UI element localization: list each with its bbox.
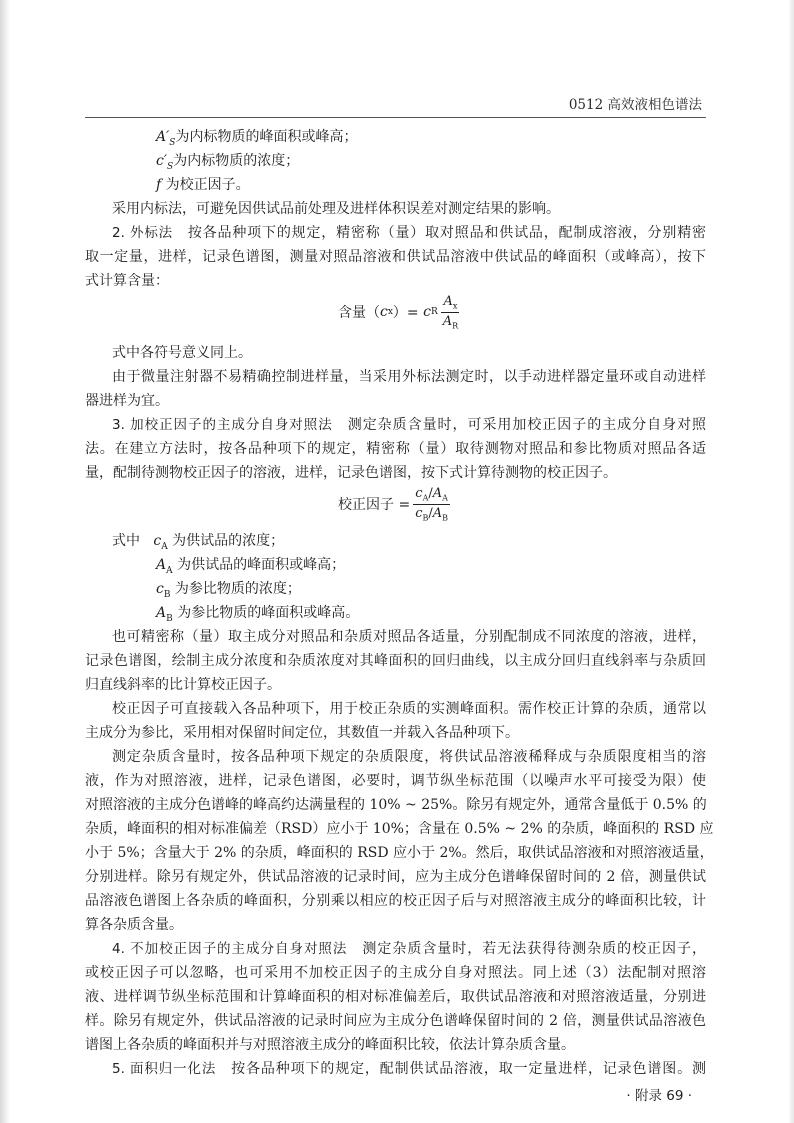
paragraph-impurity-2: 液，作为对照溶液，进样，记录色谱图，必要时，调节纵坐标范围（以噪声水平可接受为限）使 xyxy=(85,773,706,789)
paragraph-cf-2: 主成分为参比，采用相对保留时间定位，其数值一并载入各品种项下。 xyxy=(85,725,519,741)
section-3-heading: 3. 加校正因子的主成分自身对照法 xyxy=(112,417,333,433)
paragraph-symbols-same: 式中各符号意义同上。 xyxy=(112,345,252,361)
formula-content: 含量（ c x ）= c R $\frac{A_x}{A_R}$ xyxy=(338,294,459,331)
definition-f: f 为校正因子。 xyxy=(156,177,250,193)
section-2-line-3: 式计算含量： xyxy=(85,273,169,289)
running-header: 0512 高效液相色谱法 xyxy=(568,97,702,113)
paragraph-also-1: 也可精密称（量）取主成分对照品和杂质对照品各适量，分别配制成不同浓度的溶液，进样， xyxy=(112,629,706,645)
section-4-line-4: 样。除另有规定外，供试品溶液的记录时间应为主成分色谱峰保留时间的 2 倍，测量供试品溶液色 xyxy=(85,1013,706,1029)
section-4-heading: 4. 不加校正因子的主成分自身对照法 xyxy=(112,941,348,957)
section-2-heading: 2. 外标法 xyxy=(112,225,173,241)
where-line-4: $A_B$ 为参比物质的峰面积或峰高。 xyxy=(156,605,360,624)
paragraph-cf-1: 校正因子可直接载入各品种项下，用于校正杂质的实测峰面积。需作校正计算的杂质，通常以 xyxy=(112,701,706,717)
page-number: · 附录 69 · xyxy=(626,1088,692,1104)
paragraph-impurity-1: 测定杂质含量时，按各品种项下规定的杂质限度，将供试品溶液稀释成与杂质限度相当的溶 xyxy=(112,749,706,765)
section-5-heading: 5. 面积归一化法 xyxy=(112,1061,217,1077)
fraction-cf: $\frac{c_A/A_A}{c_B/A_B}$ xyxy=(415,486,449,523)
paragraph-internal-standard: 采用内标法，可避免因供试品前处理及进样体积误差对测定结果的影响。 xyxy=(112,201,560,217)
paragraph-also-2: 记录色谱图，绘制主成分浓度和杂质浓度对其峰面积的回归曲线，以主成分回归直线斜率与杂质回 xyxy=(85,653,706,669)
page-edge-shadow-right xyxy=(788,0,794,1123)
section-4-line-2: 或校正因子可以忽略，也可采用不加校正因子的主成分自身对照法。同上述（3）法配制对照溶 xyxy=(85,965,706,981)
symbol-f: f xyxy=(156,177,166,193)
header-rule xyxy=(85,117,706,118)
paragraph-impurity-7: 品溶液色谱图上各杂质的峰面积，分别乘以相应的校正因子后与对照溶液主成分的峰面积比较，计 xyxy=(85,893,706,909)
symbol-as: $A'_S$ xyxy=(156,129,176,148)
definition-as: $A'_S$为内标物质的峰面积或峰高； xyxy=(156,129,358,148)
paragraph-injection-1: 由于微量注射器不易精确控制进样量，当采用外标法测定时，以手动进样器定量环或自动进样 xyxy=(112,369,706,385)
section-3-line-3: 量，配制待测物校正因子的溶液，进样，记录色谱图，按下式计算待测物的校正因子。 xyxy=(85,465,617,481)
where-line-2: $A_A$ 为供试品的峰面积或峰高； xyxy=(156,557,346,576)
paragraph-impurity-4: 杂质，峰面积的相对标准偏差（RSD）应小于 10%；含量在 0.5% ~ 2% 的杂质，峰面积的 RSD 应 xyxy=(85,821,714,837)
formula-correction-factor: 校正因子 = $\frac{c_A/A_A}{c_B/A_B}$ xyxy=(338,486,449,523)
definition-cs: $c'_S$为内标物质的浓度； xyxy=(156,153,300,172)
paragraph-also-3: 归直线斜率的比计算校正因子。 xyxy=(85,677,281,693)
section-4-line-3: 液、进样调节纵坐标范围和计算峰面积的相对标准偏差后，取供试品溶液和对照溶液适量，分别进 xyxy=(85,989,706,1005)
section-4-line-1: 4. 不加校正因子的主成分自身对照法 测定杂质含量时，若无法获得待测杂质的校正因子， xyxy=(112,941,707,957)
where-line-1: 式中 $c_A$ 为供试品的浓度； xyxy=(112,533,285,552)
paragraph-impurity-8: 算各杂质含量。 xyxy=(85,917,183,933)
paragraph-impurity-6: 分别进样。除另有规定外，供试品溶液的记录时间，应为主成分色谱峰保留时间的 2 倍，测量供试 xyxy=(85,869,706,885)
section-2-line-1: 2. 外标法 按各品种项下的规定，精密称（量）取对照品和供试品，配制成溶液，分别精密 xyxy=(112,225,707,241)
symbol-cs: $c'_S$ xyxy=(156,153,174,172)
section-3-line-1: 3. 加校正因子的主成分自身对照法 测定杂质含量时，可采用加校正因子的主成分自身对照 xyxy=(112,417,707,433)
paragraph-impurity-3: 对照溶液的主成分色谱峰的峰高约达满量程的 10% ~ 25%。除另有规定外，通常含量低于 0.5% 的 xyxy=(85,797,707,813)
section-2-line-2: 取一定量，进样，记录色谱图，测量对照品溶液和供试品溶液中供试品的峰面积（或峰高），按下 xyxy=(85,249,706,265)
section-3-line-2: 法。在建立方法时，按各品种项下的规定，精密称（量）取待测物对照品和参比物质对照品各适 xyxy=(85,441,706,457)
section-5-line-1: 5. 面积归一化法 按各品种项下的规定，配制供试品溶液，取一定量进样，记录色谱图。测 xyxy=(112,1061,707,1077)
page-edge-shadow xyxy=(0,0,10,1123)
paragraph-injection-2: 器进样为宜。 xyxy=(85,393,169,409)
fraction-ax-ar: $\frac{A_x}{A_R}$ xyxy=(442,294,459,331)
where-line-3: $c_B$ 为参比物质的浓度； xyxy=(156,581,301,600)
paragraph-impurity-5: 小于 5%；含量大于 2% 的杂质，峰面积的 RSD 应小于 2%。然后，取供试品溶液和对照溶液适量， xyxy=(85,845,714,861)
section-4-line-5: 谱图上各杂质的峰面积并与对照溶液主成分的峰面积比较，依法计算杂质含量。 xyxy=(85,1037,575,1053)
